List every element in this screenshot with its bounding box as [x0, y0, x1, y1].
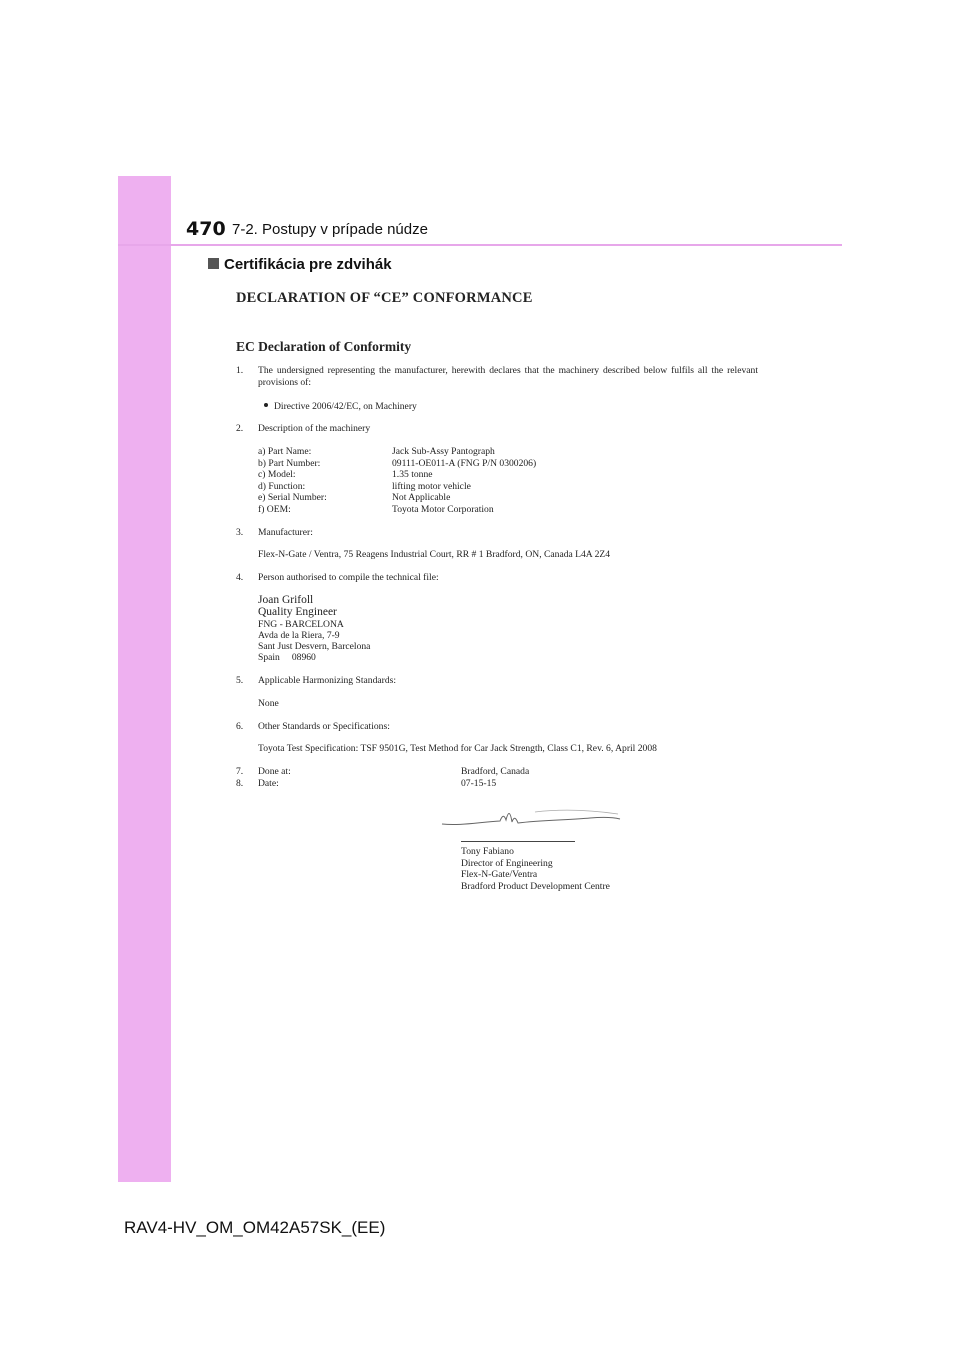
signatory-company: Flex-N-Gate/Ventra	[461, 869, 538, 880]
item-4-text: Person authorised to compile the technical file:	[258, 572, 439, 583]
row-label: a) Part Name:	[258, 446, 312, 457]
item-4-number: 4.	[236, 572, 244, 583]
item-1-bullet	[264, 401, 417, 413]
row-value: Not Applicable	[392, 492, 451, 503]
item-3-text: Manufacturer:	[258, 527, 313, 538]
item-1-text: The undersigned representing the manufacturer, herewith declares that the machinery described below fulfils all the relevant provisions of:	[258, 365, 758, 388]
signatory-department: Bradford Product Development Centre	[461, 880, 610, 892]
signature-line	[461, 841, 575, 842]
row-label: f) OEM:	[258, 503, 291, 515]
row-label: c) Model:	[258, 469, 296, 480]
row-label: b) Part Number:	[258, 457, 321, 469]
contact-address-line: Sant Just Desvern, Barcelona	[258, 641, 371, 652]
row-value: 09111-OE011-A (FNG P/N 0300206)	[392, 457, 537, 469]
handwritten-signature	[440, 806, 625, 836]
signatory-title: Director of Engineering	[461, 857, 553, 869]
harmonizing-standards-value: None	[258, 698, 279, 709]
row-value: 1.35 tonne	[392, 469, 433, 480]
contact-name: Joan Grifoll	[258, 594, 314, 606]
header-rule	[118, 244, 842, 246]
item-7-number: 7.	[236, 766, 244, 777]
page-number: 470	[186, 218, 226, 240]
item-7-value: Bradford, Canada	[461, 766, 530, 777]
item-2-number: 2.	[236, 423, 244, 434]
row-label: e) Serial Number:	[258, 492, 327, 503]
item-1-number: 1.	[236, 365, 244, 376]
contact-address-line: Spain 08960	[258, 652, 316, 663]
contact-role: Quality Engineer	[258, 606, 337, 618]
contact-address-line: Avda de la Riera, 7-9	[258, 630, 340, 641]
item-5-text: Applicable Harmonizing Standards:	[258, 675, 397, 686]
row-value: Jack Sub-Assy Pantograph	[392, 446, 495, 457]
other-standards-value: Toyota Test Specification: TSF 9501G, Test Method for Car Jack Strength, Class C1, Rev. 6, April 2008	[258, 743, 657, 754]
declaration-subtitle: EC Declaration of Conformity	[236, 339, 412, 354]
contact-address-line: FNG - BARCELONA	[258, 619, 344, 630]
item-3-number: 3.	[236, 527, 244, 538]
item-8-value: 07-15-15	[461, 777, 497, 789]
signatory-name: Tony Fabiano	[461, 846, 514, 857]
section-title: Certifikácia pre zdvihák	[224, 256, 392, 273]
item-5-number: 5.	[236, 675, 244, 686]
declaration-title: DECLARATION OF “CE” CONFORMANCE	[236, 290, 533, 306]
manufacturer-address: Flex-N-Gate / Ventra, 75 Reagens Industrial Court, RR # 1 Bradford, ON, Canada L4A 2Z4	[258, 549, 611, 560]
row-label: d) Function:	[258, 480, 306, 492]
row-value: lifting motor vehicle	[392, 480, 471, 492]
directive-text: Directive 2006/42/EC, on Machinery	[274, 401, 417, 412]
bullet-dot-icon	[264, 403, 268, 407]
item-6-text: Other Standards or Specifications:	[258, 721, 390, 732]
item-8-label: Date:	[258, 777, 279, 789]
chapter-title: 7-2. Postupy v prípade núdze	[232, 221, 428, 238]
side-tab	[118, 176, 171, 1182]
row-value: Toyota Motor Corporation	[392, 503, 494, 515]
section-heading	[208, 256, 392, 273]
square-bullet-icon	[208, 258, 219, 269]
item-8-number: 8.	[236, 777, 244, 789]
item-7-label: Done at:	[258, 766, 291, 777]
item-2-text: Description of the machinery	[258, 423, 371, 434]
item-6-number: 6.	[236, 721, 244, 732]
document-code: RAV4-HV_OM_OM42A57SK_(EE)	[124, 1218, 386, 1237]
